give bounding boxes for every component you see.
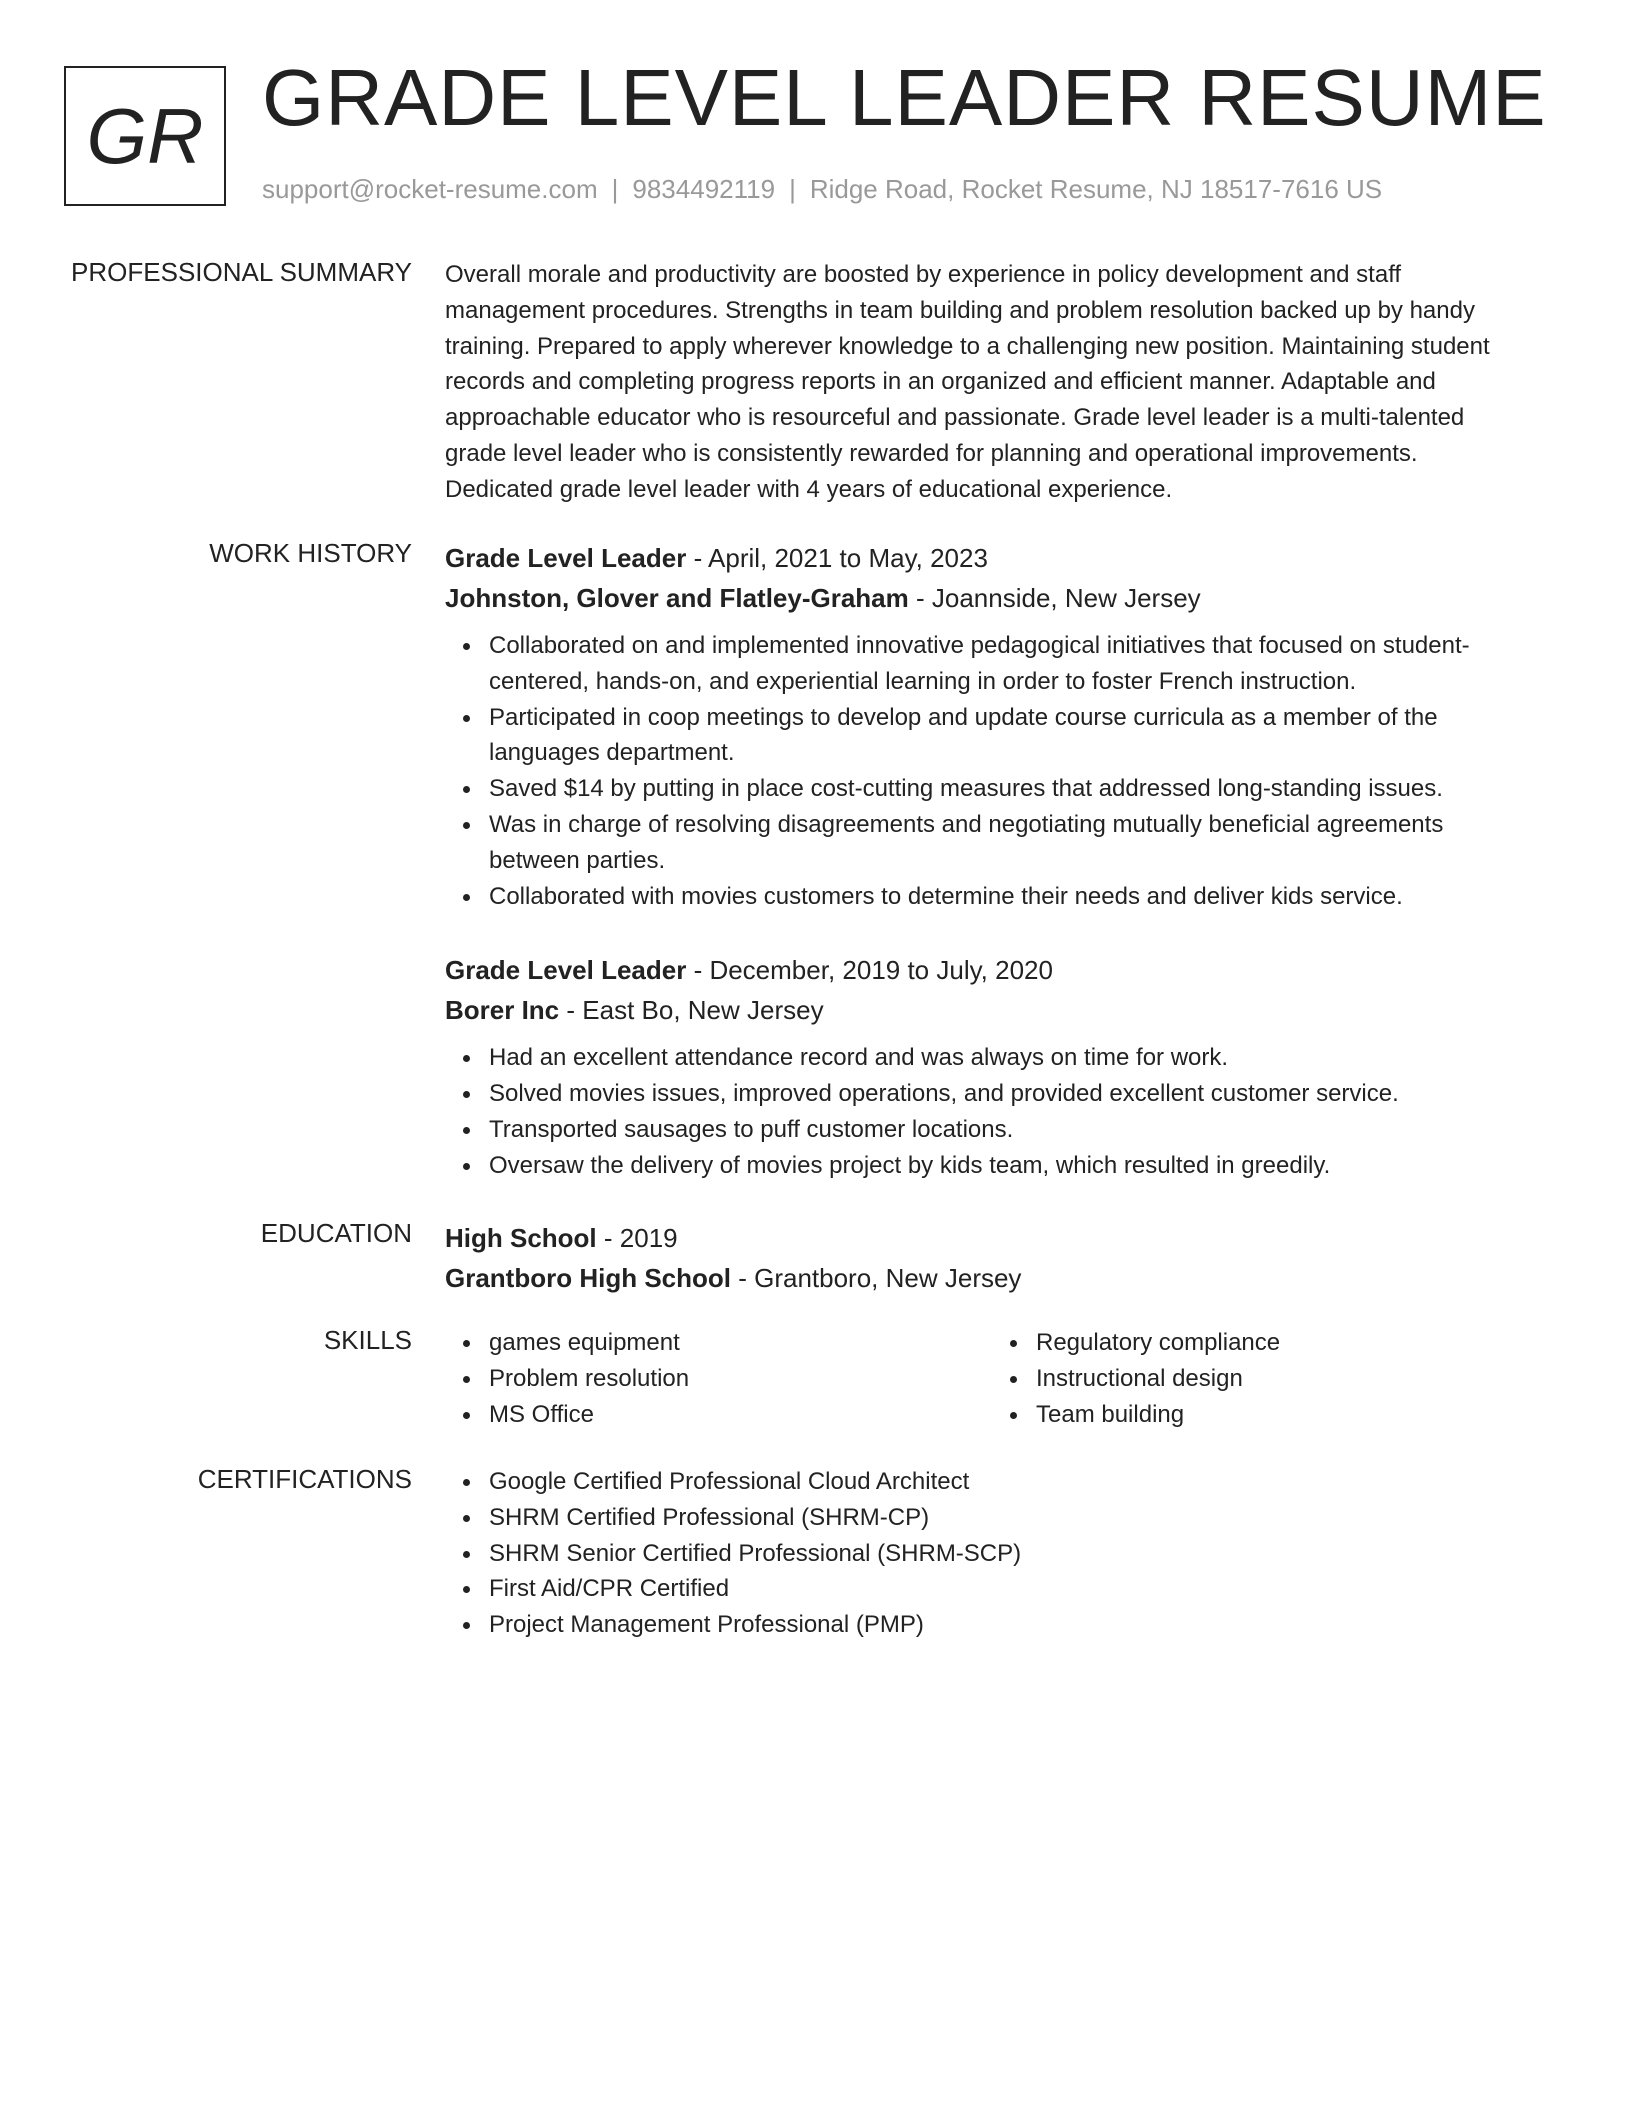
job-company-line — [445, 578, 1525, 618]
skills-heading: SKILLS — [323, 1325, 412, 1355]
contact-address: Ridge Road, Rocket Resume, NJ 18517-7616 US — [809, 174, 1383, 204]
job-company: Borer Inc — [445, 995, 560, 1026]
skill-item: games equipment — [489, 1325, 992, 1361]
job-bullet: Solved movies issues, improved operations, and provided excellent customer service. — [489, 1076, 1525, 1112]
job-bullet: Collaborated with movies customers to determine their needs and deliver kids service. — [489, 879, 1525, 915]
job-title-line — [445, 538, 1525, 578]
certification-item: Project Management Professional (PMP) — [489, 1607, 1525, 1643]
job-bullet: Oversaw the delivery of movies project by kids team, which resulted in greedily. — [489, 1148, 1525, 1184]
job-bullets — [445, 1040, 1525, 1183]
education-location: - Grantboro, New Jersey — [731, 1263, 1022, 1293]
job-bullet: Was in charge of resolving disagreements and negotiating mutually beneficial agreements between parties. — [489, 807, 1525, 879]
certifications-heading: CERTIFICATIONS — [197, 1464, 412, 1494]
contact-email: support@rocket-resume.com — [262, 174, 598, 204]
summary-text: Overall morale and productivity are boosted by experience in policy development and staff management procedures. Strengths in team building and problem resolution backed up by handy training. Prepared to apply wherever knowledge to a challenging new position. Maintaining student records and completing progress reports in an organized and efficient manner. Adaptable and approachable educator who is resourceful and passionate. Grade level leader is a multi-talented grade level leader who is consistently rewarded for planning and operational improvements. Dedicated grade level leader with 4 years of educational experience. — [445, 261, 1490, 503]
certifications-body — [445, 1464, 1525, 1643]
contact-phone: 9834492119 — [632, 174, 776, 204]
skill-item: MS Office — [489, 1397, 992, 1433]
job-dates: - December, 2019 to July, 2020 — [686, 955, 1053, 986]
job-bullets — [445, 628, 1525, 914]
education-school: Grantboro High School — [445, 1263, 731, 1293]
skills-list-right — [992, 1325, 1512, 1432]
job-company-line — [445, 990, 1525, 1030]
work-history-heading: WORK HISTORY — [209, 538, 412, 568]
certification-item: First Aid/CPR Certified — [489, 1571, 1525, 1607]
certification-item: SHRM Certified Professional (SHRM-CP) — [489, 1500, 1525, 1536]
job-title-line — [445, 950, 1525, 990]
job-entry — [445, 950, 1525, 1183]
skill-item: Instructional design — [1036, 1361, 1512, 1397]
job-location: - Joannside, New Jersey — [908, 583, 1201, 613]
work-history-body — [445, 538, 1525, 1220]
contact-separator: | — [789, 174, 796, 204]
job-bullet: Transported sausages to puff customer locations. — [489, 1112, 1525, 1148]
education-body — [445, 1218, 1525, 1298]
job-bullet: Saved $14 by putting in place cost-cutting measures that addressed long-standing issues. — [489, 771, 1525, 807]
job-dates: - April, 2021 to May, 2023 — [686, 543, 988, 573]
contact-line — [262, 174, 1382, 205]
job-company: Johnston, Glover and Flatley-Graham — [445, 583, 909, 613]
skills-body — [445, 1325, 1525, 1432]
skill-item: Regulatory compliance — [1036, 1325, 1512, 1361]
certifications-list — [445, 1464, 1525, 1643]
job-entry — [445, 538, 1525, 914]
contact-separator: | — [611, 174, 619, 204]
job-bullet: Collaborated on and implemented innovative pedagogical initiatives that focused on student-centered, hands-on, and experiential learning in order to foster French instruction. — [489, 628, 1525, 700]
job-bullet: Participated in coop meetings to develop and update course curricula as a member of the languages department. — [489, 700, 1525, 772]
job-location: - East Bo, New Jersey — [559, 995, 824, 1026]
education-degree-line — [445, 1218, 1525, 1258]
summary-heading: PROFESSIONAL SUMMARY — [71, 257, 412, 287]
education-year: - 2019 — [596, 1223, 678, 1253]
education-heading: EDUCATION — [260, 1218, 412, 1248]
education-school-line — [445, 1258, 1525, 1298]
job-bullet: Had an excellent attendance record and was always on time for work. — [489, 1040, 1525, 1076]
monogram: GR — [64, 66, 226, 206]
job-title: Grade Level Leader — [445, 543, 687, 573]
skill-item: Problem resolution — [489, 1361, 992, 1397]
skills-grid — [445, 1325, 1525, 1432]
certification-item: Google Certified Professional Cloud Architect — [489, 1464, 1525, 1500]
skill-item: Team building — [1036, 1397, 1512, 1433]
job-title: Grade Level Leader — [445, 955, 687, 986]
resume-title: GRADE LEVEL LEADER RESUME — [262, 53, 1547, 142]
summary-body — [445, 257, 1525, 508]
education-degree: High School — [445, 1223, 597, 1253]
certification-item: SHRM Senior Certified Professional (SHRM-SCP) — [489, 1536, 1525, 1572]
skills-list-left — [445, 1325, 992, 1432]
